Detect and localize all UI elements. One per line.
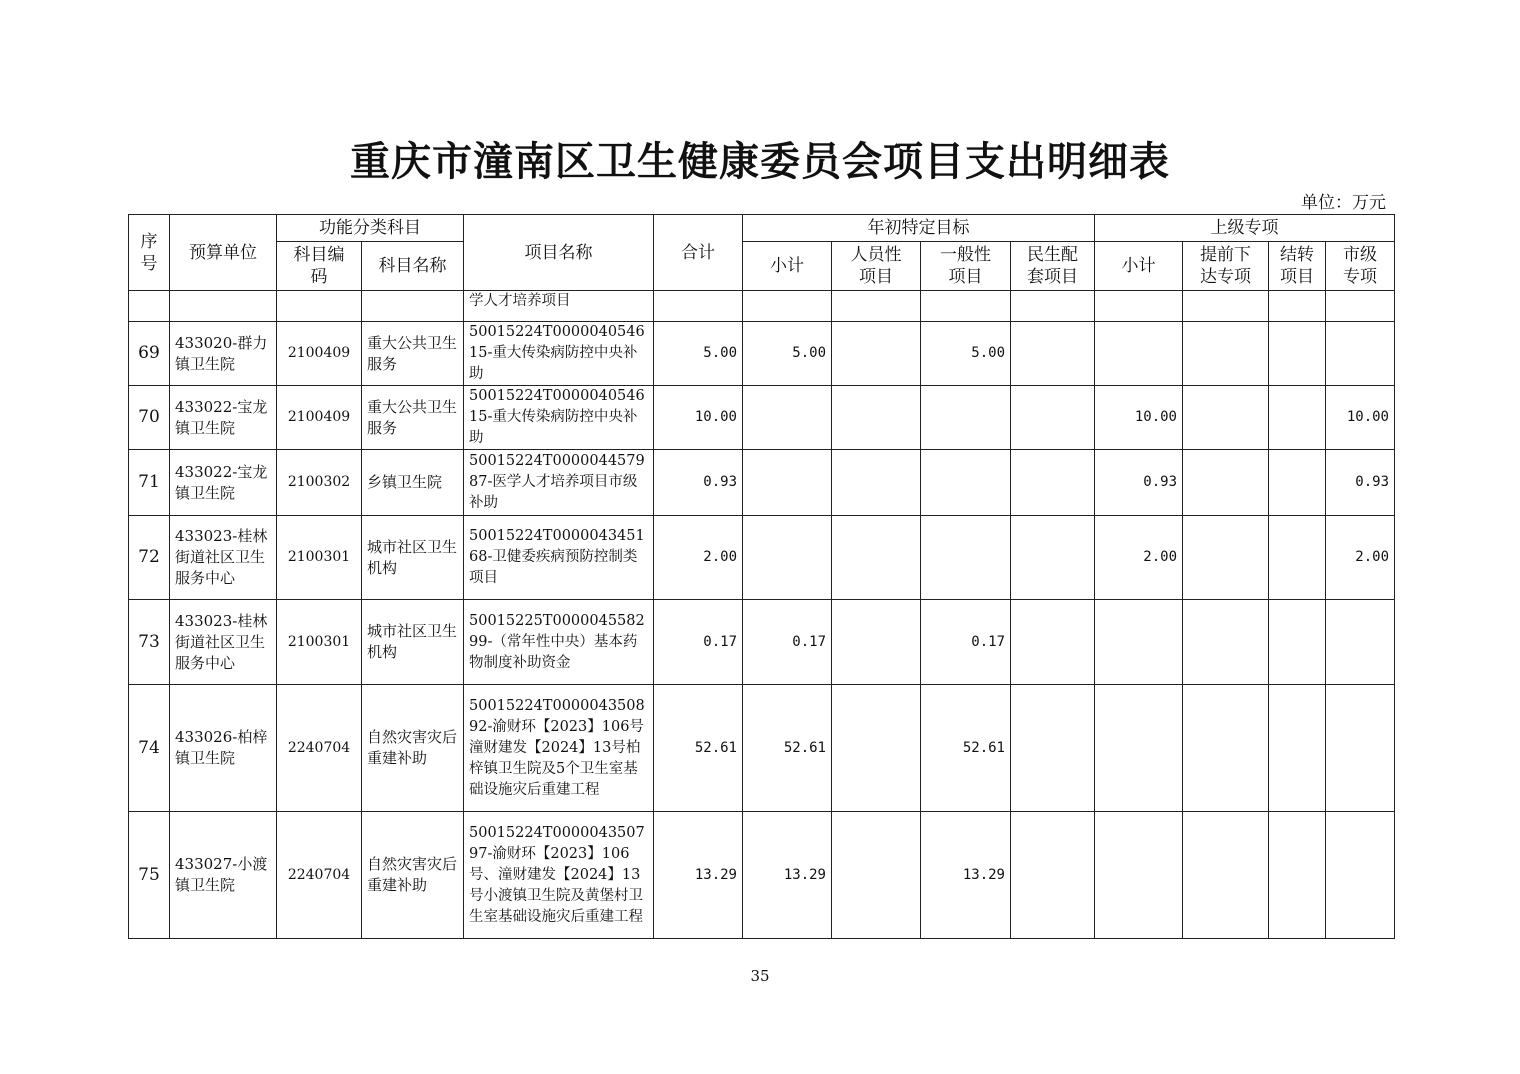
project-name-cell: 50015224T000004350892-渝财环【2023】106号潼财建发【2024】13号柏梓镇卫生院及5个卫生室基础设施灾后重建工程	[464, 685, 654, 812]
header-annual-target: 年初特定目标	[743, 215, 1095, 242]
superior-subtotal-cell: 2.00	[1095, 516, 1183, 600]
budget-unit-cell: 433023-桂林街道社区卫生服务中心	[170, 516, 277, 600]
project-name-cell: 50015224T000004345168-卫健委疾病预防控制类项目	[464, 516, 654, 600]
seq-cell: 74	[129, 685, 170, 812]
municipal-cell: 0.93	[1326, 450, 1395, 516]
superior-subtotal-cell: 0.93	[1095, 450, 1183, 516]
project-name-cell: 50015224T000004054615-重大传染病防控中央补助	[464, 322, 654, 386]
budget-unit-cell: 433027-小渡镇卫生院	[170, 812, 277, 939]
budget-unit-cell: 433022-宝龙镇卫生院	[170, 450, 277, 516]
header-superior: 上级专项	[1095, 215, 1395, 242]
table-row	[129, 291, 1395, 322]
total-cell: 2.00	[654, 516, 743, 600]
subject-code-cell: 2240704	[277, 685, 362, 812]
header-budget-unit: 预算单位	[170, 215, 277, 291]
annual-subtotal-cell	[743, 450, 832, 516]
table-row	[129, 386, 1395, 450]
general-cell: 0.17	[921, 600, 1011, 685]
total-cell: 5.00	[654, 322, 743, 386]
carryover-cell	[1269, 685, 1326, 812]
livelihood-cell	[1011, 450, 1095, 516]
personnel-cell	[832, 322, 921, 386]
subject-name-cell: 城市社区卫生机构	[362, 516, 464, 600]
advance-cell	[1183, 516, 1269, 600]
header-subject-code: 科目编码	[277, 242, 362, 291]
subject-name-cell: 自然灾害灾后重建补助	[362, 812, 464, 939]
total-cell: 10.00	[654, 386, 743, 450]
personnel-cell	[832, 516, 921, 600]
advance-cell	[1183, 450, 1269, 516]
header-func-class: 功能分类科目	[277, 215, 464, 242]
subject-name-cell: 重大公共卫生服务	[362, 322, 464, 386]
municipal-cell: 10.00	[1326, 386, 1395, 450]
seq-cell: 75	[129, 812, 170, 939]
carryover-cell	[1269, 322, 1326, 386]
subject-code-cell: 2240704	[277, 812, 362, 939]
superior-subtotal-cell	[1095, 685, 1183, 812]
unit-label: 单位：万元	[1301, 193, 1386, 213]
personnel-cell	[832, 386, 921, 450]
subject-name-cell: 自然灾害灾后重建补助	[362, 685, 464, 812]
superior-subtotal-cell	[1095, 600, 1183, 685]
advance-cell	[1183, 812, 1269, 939]
table-row	[129, 516, 1395, 600]
carryover-cell	[1269, 600, 1326, 685]
project-name-cell: 50015224T000004054615-重大传染病防控中央补助	[464, 386, 654, 450]
annual-subtotal-cell: 13.29	[743, 812, 832, 939]
livelihood-cell	[1011, 516, 1095, 600]
header-carryover: 结转项目	[1269, 242, 1326, 291]
budget-unit-cell: 433023-桂林街道社区卫生服务中心	[170, 600, 277, 685]
annual-subtotal-cell	[743, 516, 832, 600]
municipal-cell	[1326, 322, 1395, 386]
carryover-cell	[1269, 450, 1326, 516]
carryover-cell	[1269, 812, 1326, 939]
general-cell: 5.00	[921, 322, 1011, 386]
header-total: 合计	[654, 215, 743, 291]
project-name-cell: 50015225T000004558299-（常年性中央）基本药物制度补助资金	[464, 600, 654, 685]
superior-subtotal-cell	[1095, 322, 1183, 386]
advance-cell	[1183, 600, 1269, 685]
personnel-cell	[832, 812, 921, 939]
subject-name-cell: 乡镇卫生院	[362, 450, 464, 516]
subject-code-cell: 2100301	[277, 600, 362, 685]
header-seq: 序号	[129, 215, 170, 291]
seq-cell: 73	[129, 600, 170, 685]
subject-code-cell: 2100409	[277, 322, 362, 386]
municipal-cell	[1326, 685, 1395, 812]
general-cell	[921, 386, 1011, 450]
carryover-cell	[1269, 516, 1326, 600]
total-cell: 0.17	[654, 600, 743, 685]
general-cell: 52.61	[921, 685, 1011, 812]
header-advance: 提前下达专项	[1183, 242, 1269, 291]
table-row	[129, 812, 1395, 939]
project-name-cell: 50015224T000004457987-医学人才培养项目市级补助	[464, 450, 654, 516]
general-cell: 13.29	[921, 812, 1011, 939]
superior-subtotal-cell	[1095, 812, 1183, 939]
livelihood-cell	[1011, 386, 1095, 450]
header-annual-subtotal: 小计	[743, 242, 832, 291]
header-personnel: 人员性项目	[832, 242, 921, 291]
personnel-cell	[832, 600, 921, 685]
seq-cell: 69	[129, 322, 170, 386]
subject-code-cell: 2100301	[277, 516, 362, 600]
page-number: 35	[750, 967, 770, 985]
total-cell: 0.93	[654, 450, 743, 516]
advance-cell	[1183, 386, 1269, 450]
personnel-cell	[832, 450, 921, 516]
subject-code-cell: 2100409	[277, 386, 362, 450]
total-cell: 52.61	[654, 685, 743, 812]
header-subject-name: 科目名称	[362, 242, 464, 291]
livelihood-cell	[1011, 685, 1095, 812]
livelihood-cell	[1011, 812, 1095, 939]
budget-unit-cell: 433026-柏梓镇卫生院	[170, 685, 277, 812]
general-cell	[921, 516, 1011, 600]
superior-subtotal-cell: 10.00	[1095, 386, 1183, 450]
project-name-cell: 50015224T000004350797-渝财环【2023】106号、潼财建发【2024】13号小渡镇卫生院及黄堡村卫生室基础设施灾后重建工程	[464, 812, 654, 939]
annual-subtotal-cell	[743, 386, 832, 450]
subject-name-cell: 城市社区卫生机构	[362, 600, 464, 685]
page-title: 重庆市潼南区卫生健康委员会项目支出明细表	[350, 139, 1170, 185]
table-row	[129, 450, 1395, 516]
header-livelihood: 民生配套项目	[1011, 242, 1095, 291]
budget-unit-cell: 433020-群力镇卫生院	[170, 322, 277, 386]
livelihood-cell	[1011, 322, 1095, 386]
subject-name-cell: 重大公共卫生服务	[362, 386, 464, 450]
seq-cell: 70	[129, 386, 170, 450]
general-cell	[921, 450, 1011, 516]
budget-unit-cell: 433022-宝龙镇卫生院	[170, 386, 277, 450]
annual-subtotal-cell: 5.00	[743, 322, 832, 386]
livelihood-cell	[1011, 600, 1095, 685]
total-cell: 13.29	[654, 812, 743, 939]
seq-cell: 71	[129, 450, 170, 516]
header-project-name: 项目名称	[464, 215, 654, 291]
municipal-cell: 2.00	[1326, 516, 1395, 600]
personnel-cell	[832, 685, 921, 812]
header-general: 一般性项目	[921, 242, 1011, 291]
seq-cell: 72	[129, 516, 170, 600]
table-row	[129, 600, 1395, 685]
project-name-cell: 学人才培养项目	[464, 291, 654, 322]
municipal-cell	[1326, 600, 1395, 685]
annual-subtotal-cell: 52.61	[743, 685, 832, 812]
header-municipal: 市级专项	[1326, 242, 1395, 291]
advance-cell	[1183, 685, 1269, 812]
subject-code-cell: 2100302	[277, 450, 362, 516]
annual-subtotal-cell: 0.17	[743, 600, 832, 685]
project-expense-table	[128, 214, 1395, 939]
header-superior-subtotal: 小计	[1095, 242, 1183, 291]
carryover-cell	[1269, 386, 1326, 450]
advance-cell	[1183, 322, 1269, 386]
municipal-cell	[1326, 812, 1395, 939]
table-row	[129, 322, 1395, 386]
table-row	[129, 685, 1395, 812]
